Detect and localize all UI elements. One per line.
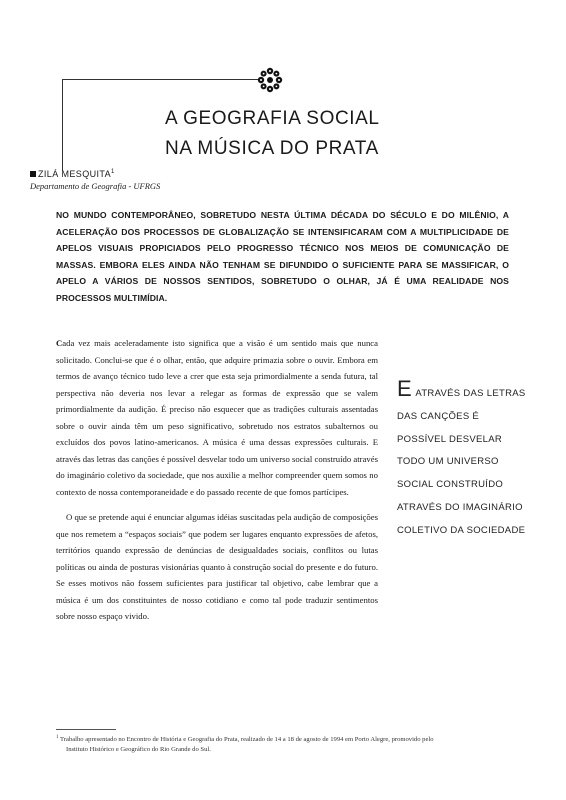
body-paragraph-2: O que se pretende aqui é enunciar algumas idéias suscitadas pela audição de composições que nos remetem a “espaços sociais” que podem ser lugares enquanto expressões de afetos, territórios quando expressão de denúncias de desigualdades sociais, conflitos ou lutas políticas ou ainda de posturas visionárias quanto à construção social do presente e do futuro. Se esses motivos não fossem suficientes para justificar tal objetivo, cabe lembrar que a música é um dos constituintes de nosso cotidiano e como tal pode traduzir sentimentos sobre nosso espaço vivido. [56,512,378,621]
pull-quote-text: ATRAVÉS DAS LETRAS DAS CANÇÕES É POSSÍVEL DESVELAR TODO UM UNIVERSO SOCIAL CONSTRUÍDO ATRAVÉS DO IMAGINÁRIO COLETIVO DA SOCIEDADE [397,388,526,536]
author-name [30,169,115,179]
drop-initial: C [56,338,63,348]
title-frame-top-rule [62,79,258,80]
author-affiliation: Departamento de Geografia - UFRGS [30,181,161,191]
footnote [56,733,516,755]
title-line-1: A GEOGRAFIA SOCIAL [165,108,380,129]
floral-ornament-icon [256,66,284,94]
footnote-divider [56,729,116,730]
body-text [56,335,378,625]
paragraph-1-text: ada vez mais aceleradamente isto significa que a visão é um sentido mais que nunca solicitado. Conclui-se que é o olhar, então, que adquire primazia sobre o ouvir. Embora em termos de avanço técnico tudo leve a crer que esta seja primordialmente a senda futura, tal perspectiva não deveria nos levar a relegar as formas de expressão que se valem primordialmente da audição. É preciso não esquecer que as tradições culturais assentadas sobre o ouvir ainda têm um peso significativo, sobretudo nos estratos subalternos ou excluídos dos povos latino-americanos. A música é uma dessas expressões culturais. E através das letras das canções é possível desvelar todo um universo social construído através do imaginário coletivo da sociedade, que nos auxilie a melhor compreender quem somos no contexto de nossa contemporaneidade e do passado recente de que fomos partícipes. [56,338,378,497]
author-bullet-icon [30,171,36,177]
article-title [165,104,465,164]
pull-quote [397,376,527,543]
pull-quote-initial: E [397,376,412,401]
footnote-line-1: Trabalho apresentado no Encontro de História e Geografia do Prata, realizado de 14 a 18 de agosto de 1994 em Porto Alegre, promovido pelo [60,736,434,744]
footnote-line-2: Instituto Histórico e Geográfico do Rio Grande do Sul. [66,746,211,754]
footnote-marker: 1 [56,735,59,740]
author-footnote-marker: 1 [111,169,115,175]
title-line-2: NA MÚSICA DO PRATA [165,138,379,159]
title-frame-left-rule [62,79,63,171]
abstract: NO MUNDO CONTEMPORÂNEO, SOBRETUDO NESTA ÚLTIMA DÉCADA DO SÉCULO E DO MILÊNIO, A ACELERAÇÃO DOS PROCESSOS DE GLOBALIZAÇÃO SE INTENSIFICARAM COM A MULTIPLICIDADE DE APELOS VISUAIS PROPICIADOS PELO PROGRESSO TÉCNICO NOS MEIOS DE COMUNICAÇÃO DE MASSAS. EMBORA ELES AINDA NÃO TENHAM SE DIFUNDIDO O SUFICIENTE PARA SE MASSIFICAR, O APELO A VÁRIOS DE NOSSOS SENTIDOS, SOBRETUDO O OLHAR, JÁ É UMA REALIDADE NOS PROCESSOS MULTIMÍDIA. [56,210,509,303]
body-paragraph-1 [56,335,378,500]
author-text: ZILÁ MESQUITA [38,169,112,179]
